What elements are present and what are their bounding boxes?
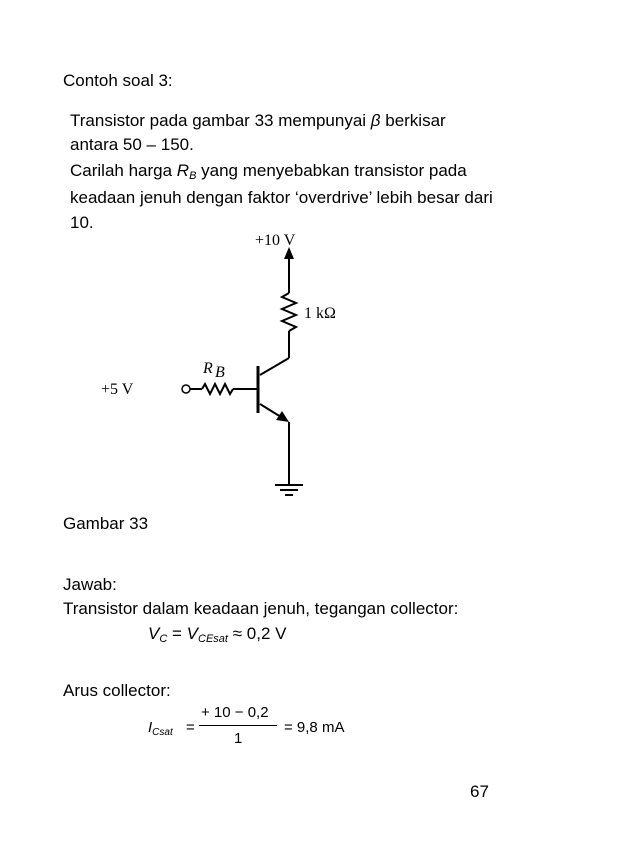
fraction-numerator: + 10 − 0,2 (201, 704, 269, 721)
vc-equation (148, 623, 286, 650)
icsat-symbol (148, 719, 173, 738)
problem-line-3b: yang menyebabkan transistor pada (196, 161, 467, 180)
collector-lead (260, 358, 289, 375)
beta-symbol: β (370, 111, 381, 130)
input-label: +5 V (101, 381, 134, 398)
answer-line-1: Transistor dalam keadaan jenuh, tegangan collector: (63, 599, 459, 618)
icsat-result: = 9,8 mA (284, 719, 345, 736)
page-number: 67 (470, 782, 489, 801)
problem-line-3a: Carilah harga (70, 161, 177, 180)
problem-line-1a: Transistor pada gambar 33 mempunyai (70, 111, 371, 130)
rb-symbol: R (176, 161, 190, 180)
icsat-equals: = (186, 719, 195, 736)
vcesat-subscript: CEsat (198, 633, 228, 645)
resistor-label: 1 kΩ (304, 305, 336, 322)
figure-caption: Gambar 33 (63, 514, 149, 533)
rb-subscript: B (189, 170, 197, 182)
vc-subscript: C (159, 633, 168, 645)
input-terminal-icon (182, 385, 190, 393)
supply-label: +10 V (255, 232, 296, 249)
fraction-bar (199, 725, 277, 726)
base-resistor (202, 384, 233, 394)
emitter-lead (260, 404, 281, 417)
emitter-arrow-icon (276, 411, 289, 422)
collector-resistor (282, 293, 296, 331)
example-heading: Contoh soal 3: (63, 71, 173, 90)
vc-value: ≈ 0,2 V (227, 624, 287, 643)
arus-heading: Arus collector: (63, 681, 171, 700)
answer-heading: Jawab: (63, 575, 117, 594)
rb-label-subscript: B (215, 364, 225, 381)
vc-symbol: V (148, 624, 160, 643)
vcesat-symbol: V (186, 624, 199, 643)
problem-line-5: 10. (70, 213, 94, 232)
fraction-denominator: 1 (234, 730, 243, 747)
problem-line-1b: berkisar (380, 111, 446, 130)
problem-line-4: keadaan jenuh dengan faktor ‘overdrive’ lebih besar dari (70, 188, 493, 207)
problem-line-2: antara 50 – 150. (70, 135, 194, 154)
vc-equals: = (167, 624, 187, 643)
rb-label: R (203, 360, 213, 377)
icsat-main: I (148, 719, 153, 736)
icsat-subscript: Csat (152, 727, 173, 738)
